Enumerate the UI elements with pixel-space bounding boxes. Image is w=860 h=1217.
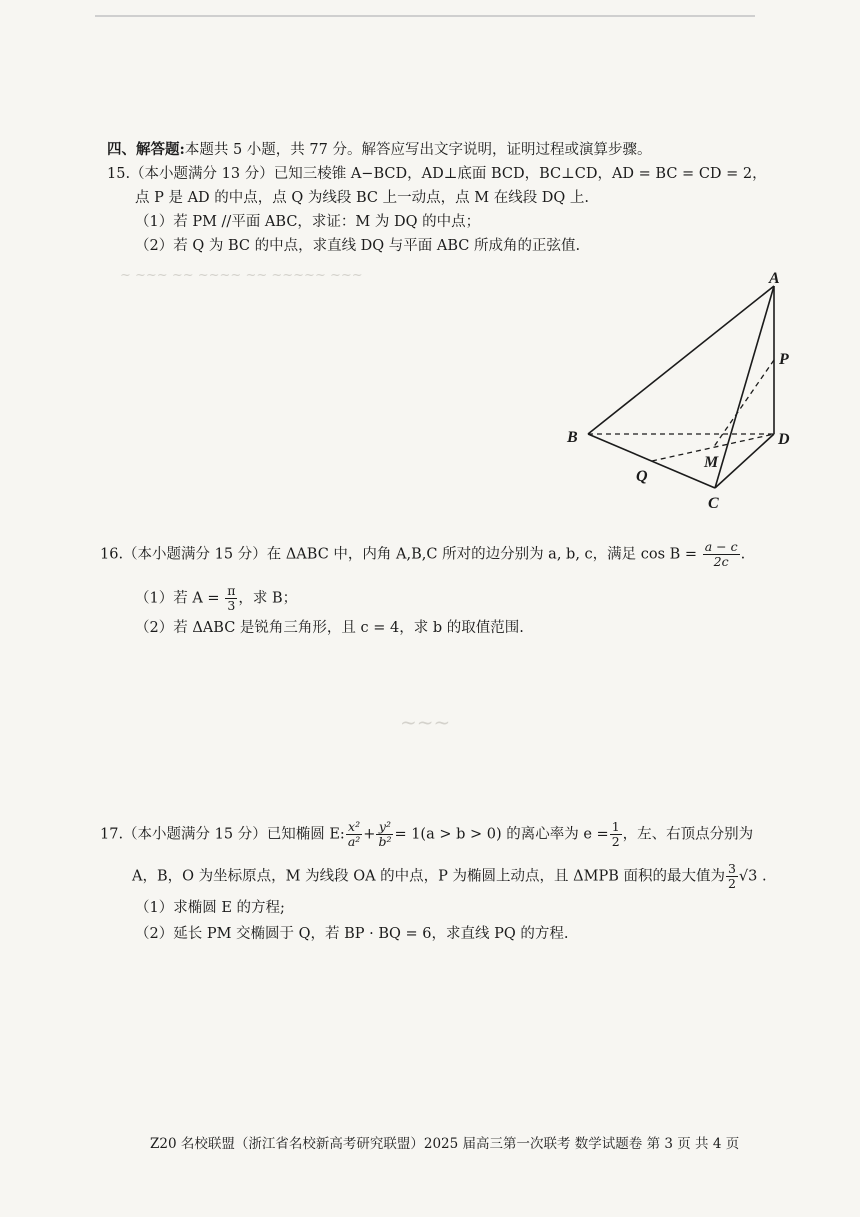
label-A: A [769, 270, 780, 287]
q17-line1 [100, 820, 753, 849]
q16-part2: （2）若 ΔABC 是锐角三角形，且 c = 4，求 b 的取值范围. [135, 620, 524, 636]
q17-e-den: 2 [611, 834, 620, 849]
q17-max-fraction [726, 862, 738, 891]
q17-ellipse-cond: = 1(a > b > 0) 的离心率为 e = [394, 826, 609, 843]
tetrahedron-figure [560, 270, 800, 520]
section-heading-line [107, 140, 651, 160]
q16-part1-frac-den: 3 [227, 598, 236, 613]
q17-line2-text: A，B，O 为坐标原点，M 为线段 OA 的中点，P 为椭圆上动点，且 ΔMPB 面积的最大值为 [132, 868, 725, 885]
q17-y-fraction [376, 820, 393, 849]
section-heading: 四、解答题: [107, 141, 185, 158]
q17-f2-num: y² [376, 820, 393, 835]
q17-part1: （1）求椭圆 E 的方程; [135, 900, 285, 916]
q16-part1-pre: （1）若 A = [135, 590, 220, 607]
page-footer: Z20 名校联盟（浙江省名校新高考研究联盟）2025 届高三第一次联考 数学试题卷 第 3 页 共 4 页 [150, 1136, 740, 1152]
edge-AC [715, 286, 774, 488]
q17-f1-num: x² [346, 820, 362, 835]
bleed-through-text: ~ ~~~ ~~ ~~~~ ~~ ~~~~~ ~~~ [120, 268, 363, 283]
q17-part2: （2）延长 PM 交椭圆于 Q，若 BP · BQ = 6，求直线 PQ 的方程. [135, 926, 569, 942]
label-D: D [778, 431, 790, 448]
q17-e-num: 1 [611, 819, 620, 834]
q17-stem: 17.（本小题满分 15 分）已知椭圆 E: [100, 826, 345, 843]
hidden-segment-PM [713, 360, 774, 448]
q16-stem-end: . [740, 546, 746, 563]
q16-frac-num: a − c [704, 539, 738, 554]
edge-CD [715, 434, 774, 488]
label-Q: Q [636, 468, 648, 485]
q16-part1-fraction [225, 584, 237, 613]
q17-line2-end: √3 . [738, 868, 767, 885]
edge-BC [588, 434, 715, 488]
q16-part1 [135, 584, 297, 613]
q17-line2 [132, 862, 767, 891]
q16-frac-den: 2c [713, 554, 729, 569]
q17-f2-den: b² [378, 834, 392, 849]
q15-line2: 点 P 是 AD 的中点，点 Q 为线段 BC 上一动点，点 M 在线段 DQ 上. [135, 190, 590, 206]
top-edge-line [95, 15, 755, 17]
label-B: B [567, 429, 578, 446]
q15-part1: （1）若 PM //平面 ABC，求证：M 为 DQ 的中点； [135, 214, 481, 230]
q17-max-num: 3 [727, 861, 736, 876]
q15-line1: 15.（本小题满分 13 分）已知三棱锥 A−BCD，AD⊥底面 BCD，BC⊥CD，AD = BC = CD = 2， [107, 166, 767, 182]
q16-stem: 16.（本小题满分 15 分）在 ΔABC 中，内角 A,B,C 所对的边分别为 a, b, c，满足 cos B = [100, 546, 698, 563]
label-P: P [779, 351, 789, 368]
q16-part1-post: ，求 B； [238, 590, 298, 607]
q15-part2: （2）若 Q 为 BC 的中点，求直线 DQ 与平面 ABC 所成角的正弦值. [135, 238, 581, 254]
q16-line1 [100, 540, 745, 569]
q17-max-den: 2 [727, 876, 736, 891]
q16-cosB-fraction [703, 540, 740, 569]
q17-f1-den: a² [347, 834, 361, 849]
q17-e-fraction [610, 820, 622, 849]
bleed-through-text: ~~~ [400, 710, 451, 734]
section-instruction: 本题共 5 小题，共 77 分。解答应写出文字说明，证明过程或演算步骤。 [184, 142, 652, 158]
label-M: M [704, 454, 719, 471]
q17-stem-end: ，左、右顶点分别为 [622, 826, 754, 843]
q17-plus: + [363, 826, 376, 843]
edge-AB [588, 286, 774, 434]
q17-x-fraction [346, 820, 362, 849]
q16-part1-frac-num: π [227, 583, 236, 598]
label-C: C [708, 495, 719, 512]
